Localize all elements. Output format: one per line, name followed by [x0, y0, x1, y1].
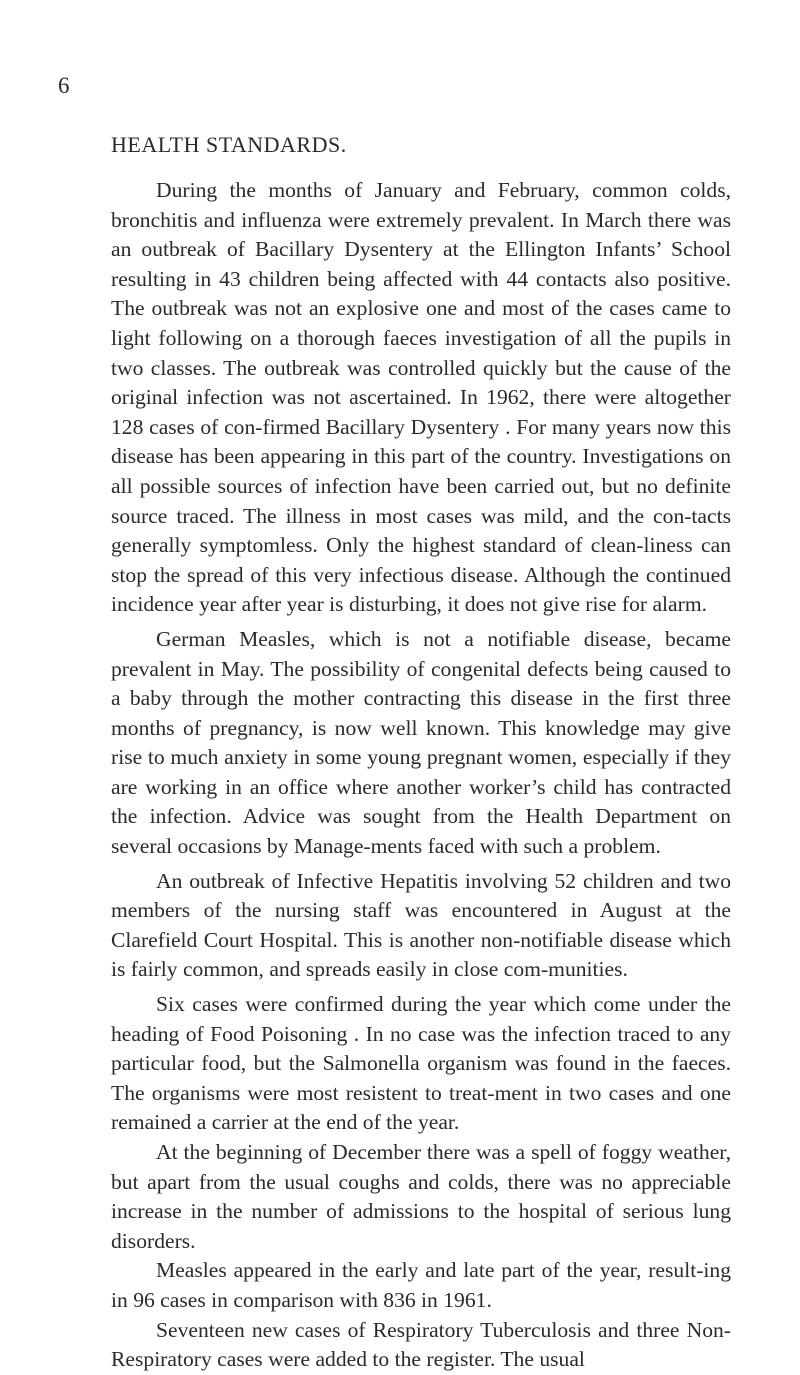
paragraph-food-poisoning: Six cases were confirmed during the year which come under the heading of Food Poisoning . In no case was the infection traced to any particular food, but the Salmonella organism was found in the faeces. The organisms were most resistent to treat-ment in two cases and one remained a carrier at the end of the year. [111, 992, 731, 1135]
paragraph-tuberculosis: Seventeen new cases of Respiratory Tuberculosis and three Non-Respiratory cases were added to the register. The usual [111, 1317, 731, 1372]
paragraph-dysentery: During the months of January and February, common colds, bronchitis and influenza were extremely prevalent. In March there was an outbreak of Bacillary Dysentery at the Ellington Infants’ School resulting in 43 children being affected with 44 contacts also positive. The outbreak was not an explosive one and most of the cases came to light following on a thorough faeces investigation of all the pupils in two classes. The outbreak was controlled quickly but the cause of the original infection was not ascertained. In 1962, there were altogether 128 cases of con-firmed Bacillary Dysentery . For many years now this disease has been appearing in this part of the country. Investigations on all possible sources of infection have been carried out, but no definite source traced. The illness in most cases was mild, and the con-tacts generally symptomless. Only the highest standard of clean-liness can stop the spread of this very infectious disease. Although the continued incidence year after year is disturbing, it does not give rise for alarm. [111, 178, 731, 617]
paragraph-hepatitis: An outbreak of Infective Hepatitis involving 52 children and two members of the nursing staff was encountered in August at the Clarefield Court Hospital. This is another non-notifiable disease which is fairly common, and spreads easily in close com-munities. [111, 868, 731, 982]
paragraph-german-measles: German Measles, which is not a notifiable disease, became prevalent in May. The possibility of congenital defects being caused to a baby through the mother contracting this disease in the first three months of pregnancy, is now well known. This knowledge may give rise to much anxiety in some young pregnant women, especially if they are working in an office where another worker’s child has contracted the infection. Advice was sought from the Health Department on several occasions by Manage-ments faced with such a problem. [111, 626, 731, 859]
body-text [111, 176, 731, 1375]
paragraph-measles: Measles appeared in the early and late part of the year, result-ing in 96 cases in comparison with 836 in 1961. [111, 1258, 731, 1312]
section-heading: HEALTH STANDARDS. [111, 132, 347, 157]
paragraph-fog: At the beginning of December there was a spell of foggy weather, but apart from the usual coughs and colds, there was no appreciable increase in the number of admissions to the hospital of serious lung disorders. [111, 1140, 731, 1253]
page-number: 6 [58, 73, 70, 98]
